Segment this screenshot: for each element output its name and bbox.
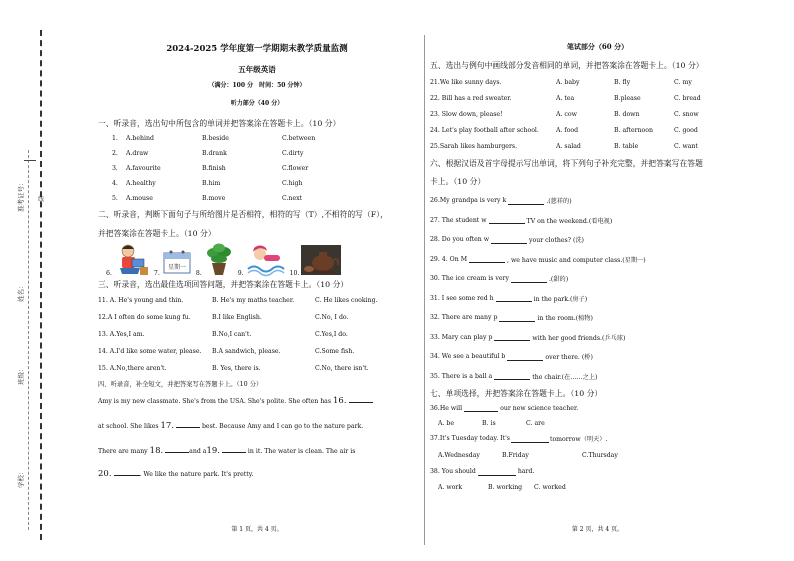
exam-number-label: 准考证号： <box>17 179 25 212</box>
list-item: 31. I see some red h in the park.(房子) <box>430 294 588 303</box>
list-item: 1. A.behind B.beside C.between <box>112 135 316 142</box>
section1-heading: 一、听录音，选出句中所包含的单词并把答案涂在答题卡上。（10 分） <box>98 119 341 128</box>
section1-list <box>98 131 416 206</box>
answer-blank[interactable] <box>491 236 527 244</box>
list-item: 21.We like sunny days. A. baby B. fly C. my <box>430 78 692 86</box>
list-item: 3. A.favourite B.finish C.flower <box>112 165 309 172</box>
list-item: 22. Bill has a red sweater. A. tea B.please C. bread <box>430 94 701 102</box>
answer-blank[interactable] <box>511 275 547 283</box>
blank-20[interactable] <box>114 468 140 476</box>
list-item: 14. A.I'd like some water, please. B.A sandwich, please. C.Some fish. <box>98 348 355 355</box>
list-item: 28. Do you often w your clothes? (洗) <box>430 236 584 245</box>
section4-heading: 四、听录音，补全短文，并把答案写在答题卡上。（10 分） <box>98 381 263 388</box>
cloze-line-2: at school. She likes 17. best. Because Amy and I can go to the nature park. <box>98 421 364 431</box>
potted-plant-picture <box>204 243 234 277</box>
answer-blank[interactable] <box>508 197 544 205</box>
answer-blank[interactable] <box>507 353 543 361</box>
list-item: 12.A I often do some kung fu. B.I like English. C.No, I do. <box>98 314 349 321</box>
list-item: 5. A.mouse B.move C.next <box>112 195 303 202</box>
list-item: 27. The student w TV on the weekend.(看电视) <box>430 216 613 225</box>
pic-label-10: 10. <box>289 270 300 277</box>
cloze-line-4: 20. . We like the nature park. It's pretty. <box>98 469 254 479</box>
options-38: A. work B. working C. worked <box>438 483 566 491</box>
calendar-picture <box>162 247 192 277</box>
list-item: 23. Slow down, please! A. cow B. down C. snow <box>430 110 699 118</box>
list-item: 33. Mary can play p with her good friends.(乒乓球) <box>430 333 626 342</box>
binding-margin <box>0 0 58 561</box>
exam-title: 2024-2025 学年度第一学期期末教学质量监测 <box>166 44 348 54</box>
question-37: 37.It's Tuesday today. It's tomorrow（明天）. <box>430 435 608 443</box>
picture-row <box>98 241 416 277</box>
list-item: 34. We see a beautiful b over there. (桥) <box>430 353 593 362</box>
left-column <box>98 0 416 561</box>
section3-list <box>98 292 416 377</box>
section2-heading: 二、听录音，判断下面句子与所给图片是否相符，相符的写（T）,不相符的写（F）， <box>98 210 388 219</box>
answer-blank[interactable] <box>496 294 532 302</box>
section5-heading: 五、选出与例句中画线部分发音相同的单词，并把答案涂在答题卡上。（10 分） <box>430 61 704 70</box>
answer-blank[interactable] <box>489 216 525 224</box>
list-item: 25.Sarah likes hamburgers. A. salad B. table C. want <box>430 142 698 150</box>
answer-blank[interactable] <box>469 255 505 263</box>
swimming-girl-picture <box>246 245 286 277</box>
question-38: 38. You should hard. <box>430 468 535 475</box>
pic-label-8: 8. <box>195 270 202 277</box>
cloze-line-3: There are many 18. and a19. in it. The water is clean. The air is <box>98 446 356 456</box>
name-label: 姓名： <box>17 282 25 302</box>
section3-heading: 三、听录音，选出最佳选项回答问题，并把答案涂在答题卡上。（10 分） <box>98 280 349 289</box>
section5-list <box>430 74 765 154</box>
page-footer-left: 第 1 页，共 4 页。 <box>231 526 283 533</box>
blank-19[interactable] <box>222 445 246 453</box>
list-item: 35. There is a ball a the chair.(在……之上) <box>430 372 598 381</box>
calendar-text: 星期一 <box>167 264 186 271</box>
cut-line-marker: 线 <box>38 196 45 203</box>
exam-subject: 五年级英语 <box>238 65 276 74</box>
school-label: 学校： <box>17 468 25 488</box>
list-item: 15. A.No,there aren't. B. Yes, there is. C.No, there isn't. <box>98 365 369 372</box>
section7-heading: 七、单项选择，并把答案涂在答题卡上。（10 分） <box>430 389 603 398</box>
column-divider <box>424 35 425 545</box>
list-item: 13. A.Yes,I am. B.No,I can't. C.Yes,I do. <box>98 331 348 338</box>
cloze-line-1: Amy is my new classmate. She's from the USA. She's polite. She often has 16. <box>98 393 416 410</box>
list-item: 4. A.healthy B.him C.high <box>112 180 303 187</box>
pic-label-6: 6. <box>106 270 112 277</box>
exam-number-line <box>24 160 36 161</box>
answer-blank[interactable] <box>511 435 549 443</box>
list-item: 11. A. He's young and thin. B. He's my maths teacher. C. He likes cooking. <box>98 297 378 304</box>
binding-dashed-line <box>38 30 45 540</box>
answer-blank[interactable] <box>494 333 530 341</box>
class-label: 班级： <box>17 365 25 385</box>
list-item: 24. Let's play football after school. A. food B. afternoon C. good <box>430 126 698 134</box>
section2-heading-cont: 并把答案涂在答题卡上。（10 分） <box>98 229 216 238</box>
written-title: 笔试部分（60 分） <box>566 42 629 51</box>
blank-16[interactable] <box>349 395 373 403</box>
section6-list <box>430 191 765 386</box>
list-item: 26.My grandpa is very k .(慈祥的) <box>430 197 572 206</box>
listening-title: 听力部分（40 分） <box>230 100 284 107</box>
exam-meta: （满分：100 分 时间：50 分钟） <box>208 82 306 89</box>
reading-boy-picture <box>114 243 150 277</box>
section6-heading: 六、根据汉语及首字母提示写出单词，将下列句子补充完整，并把答案写在答题 <box>430 159 703 168</box>
tea-set-picture <box>301 243 341 277</box>
section6-heading-cont: 卡上。（10 分） <box>430 177 486 186</box>
blank-17[interactable] <box>176 420 200 428</box>
blank-18[interactable] <box>165 445 189 453</box>
options-37: A.Wednesday B.Friday C.Thursday <box>438 451 618 459</box>
pic-label-7: 7. <box>153 270 160 277</box>
section7-list <box>430 401 765 495</box>
list-item: 30. The ice cream is very .(甜的) <box>430 275 569 284</box>
list-item: 2. A.draw B.drank C.dirty <box>112 150 304 157</box>
cloze-passage <box>98 393 416 483</box>
page-footer-right: 第 2 页，共 4 页。 <box>571 526 624 533</box>
question-36: 36.He will our new science teacher. <box>430 404 579 412</box>
options-36: A. be B. is C. are <box>438 419 545 427</box>
answer-blank[interactable] <box>464 404 498 412</box>
answer-blank[interactable] <box>499 314 535 322</box>
binding-dashed-line-inner <box>28 150 29 530</box>
answer-blank[interactable] <box>494 372 530 380</box>
pic-label-9: 9. <box>237 270 244 277</box>
right-column <box>430 0 765 561</box>
list-item: 29. 4. On M , we have music and computer class.(星期一) <box>430 255 646 264</box>
list-item: 32. There are many p in the room.(植物) <box>430 314 593 323</box>
answer-blank[interactable] <box>478 468 516 476</box>
